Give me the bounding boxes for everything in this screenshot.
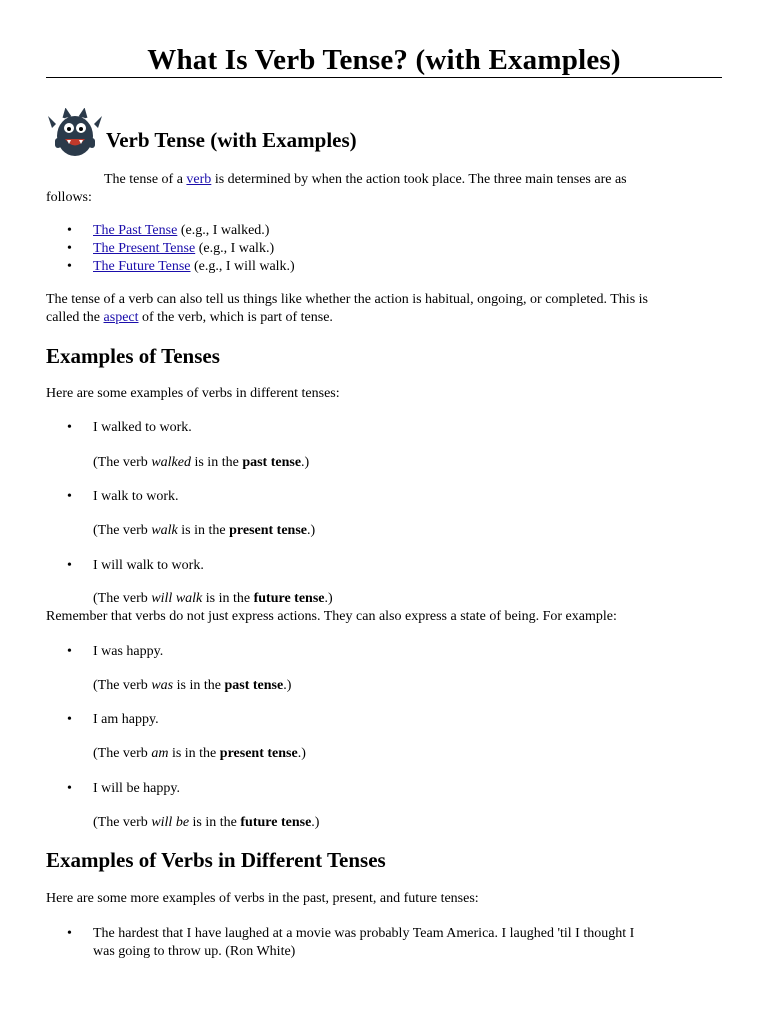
past-tense-link[interactable]: The Past Tense [93, 223, 178, 238]
aspect-paragraph: The tense of a verb can also tell us things like whether the action is habitual, ongoing, or completed. This is called the aspect of the verb, which is part of tense. [46, 292, 648, 325]
list-item: • I will walk to work. [67, 558, 204, 573]
list-item: • The hardest that I have laughed at a movie was probably Team America. I laughed 'til I thought I was going to throw up. (Ron White) [67, 926, 635, 959]
list-item: • The Present Tense (e.g., I walk.) [67, 241, 275, 256]
example-note: (The verb walked is in the past tense.) [93, 455, 310, 470]
examples-lead: Here are some examples of verbs in different tenses: [46, 386, 340, 401]
list-item: • I am happy. [67, 712, 159, 727]
list-item: • I will be happy. [67, 781, 180, 796]
remember-paragraph: Remember that verbs do not just express actions. They can also express a state of being. For example: [46, 609, 617, 624]
example-note: (The verb will walk is in the future tense.) [93, 591, 333, 606]
example-note: (The verb walk is in the present tense.) [93, 523, 316, 538]
list-item: • I walk to work. [67, 489, 179, 504]
example-note: (The verb will be is in the future tense.) [93, 815, 320, 830]
page-title: What Is Verb Tense? (with Examples) [147, 44, 621, 76]
example-note: (The verb was is in the past tense.) [93, 678, 292, 693]
title-rule [46, 77, 722, 78]
list-item: • I walked to work. [67, 420, 192, 435]
section-heading-more-examples: Examples of Verbs in Different Tenses [46, 848, 386, 872]
verb-link[interactable]: verb [186, 172, 212, 187]
section-heading-examples: Examples of Tenses [46, 344, 220, 368]
present-tense-link[interactable]: The Present Tense [93, 241, 196, 256]
section-heading-verb-tense: Verb Tense (with Examples) [106, 128, 357, 152]
aspect-link[interactable]: aspect [103, 310, 139, 325]
monster-mascot-icon [46, 108, 104, 160]
list-item: • I was happy. [67, 644, 164, 659]
intro-paragraph: The tense of a verb is determined by when the action took place. The three main tenses are as follows: [46, 172, 627, 205]
future-tense-link[interactable]: The Future Tense [93, 259, 191, 274]
list-item: • The Past Tense (e.g., I walked.) [67, 223, 270, 238]
list-item: • The Future Tense (e.g., I will walk.) [67, 259, 295, 274]
example-note: (The verb am is in the present tense.) [93, 746, 306, 761]
more-lead: Here are some more examples of verbs in the past, present, and future tenses: [46, 891, 479, 906]
